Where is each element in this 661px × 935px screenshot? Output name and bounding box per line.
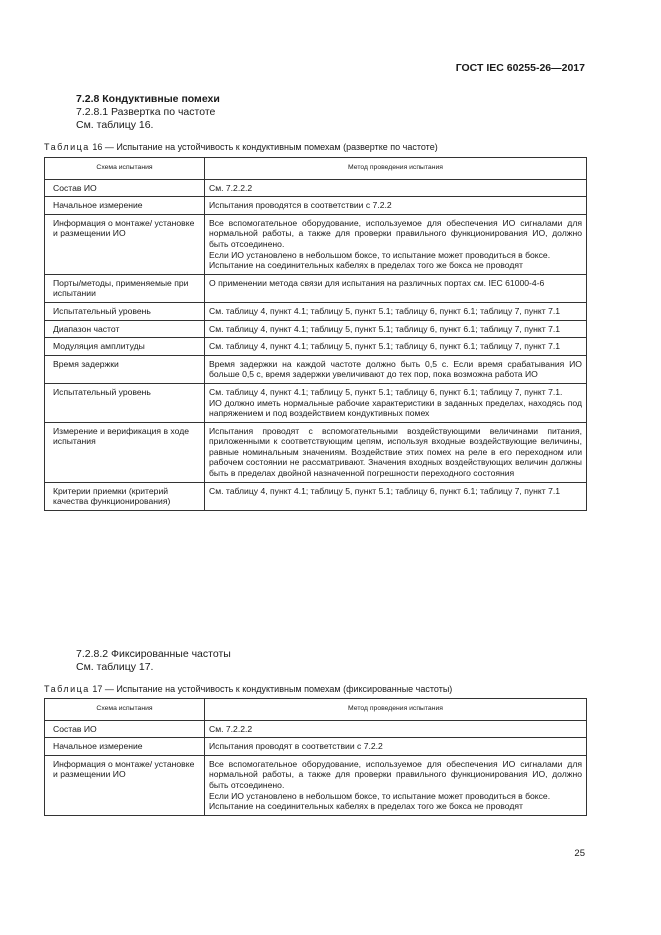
table17-body	[45, 720, 587, 815]
method-paragraph: ИО должно иметь нормальные рабочие характеристики в заданных пределах, находясь под напряжением и под воздействием кондуктивных помех	[209, 397, 582, 419]
scheme-cell: Состав ИО	[45, 179, 205, 197]
method-cell	[205, 320, 587, 338]
table-row	[45, 738, 587, 756]
col-header-scheme: Схема испытания	[45, 699, 205, 721]
scheme-cell: Модуляция амплитуды	[45, 338, 205, 356]
method-paragraph: Испытание на соединительных кабелях в пределах того же бокса не проводят	[209, 801, 523, 812]
method-cell	[205, 179, 587, 197]
method-cell	[205, 738, 587, 756]
method-paragraph: О применении метода связи для испытания на различных портах см. IEC 61000-4-6	[209, 277, 545, 288]
method-paragraph: Если ИО установлено в небольшом боксе, то испытание может проводиться в боксе.	[209, 249, 551, 260]
document-header: ГОСТ IEC 60255-26—2017	[455, 62, 585, 74]
method-paragraph: См. таблицу 4, пункт 4.1; таблицу 5, пункт 5.1; таблицу 6, пункт 6.1; таблицу 7, пункт 7.1	[209, 485, 561, 496]
caption-word: Таблица	[44, 684, 90, 694]
table-reference: См. таблицу 16.	[76, 119, 154, 131]
method-paragraph: Испытания проводят с вспомогательными воздействующими величинами питания, приложенными к соответствующим цепям, используя входные воздействующие величины, равные номинальным значениям. Воздействие этих помех на реле в его переходном или рабочем состоянии не рассматривают. Значения входных воздействующих величин должны быть в пределах двойной назначенной погрешности переходного состояния	[209, 425, 582, 479]
table-row	[45, 383, 587, 422]
table-row	[45, 755, 587, 815]
table-row	[45, 320, 587, 338]
method-paragraph: Время задержки на каждой частоте должно быть 0,5 с. Если время срабатывания ИО больше 0,5 с, время задержки увеличивают до тех пор, пока возможна работа ИО	[209, 358, 582, 380]
method-paragraph: Если ИО установлено в небольшом боксе, то испытание может проводиться в боксе.	[209, 790, 551, 801]
method-paragraph: Испытание на соединительных кабелях в пределах того же бокса не проводят	[209, 260, 523, 271]
method-cell	[205, 302, 587, 320]
table-reference: См. таблицу 17.	[76, 661, 154, 673]
caption-text: 17 — Испытание на устойчивость к кондуктивным помехам (фиксированные частоты)	[92, 684, 453, 694]
table16-caption	[44, 142, 438, 152]
table-row	[45, 179, 587, 197]
scheme-cell: Состав ИО	[45, 720, 205, 738]
scheme-cell: Критерии приемки (критерий качества функционирования)	[45, 482, 205, 510]
scheme-cell: Время задержки	[45, 355, 205, 383]
method-paragraph: Все вспомогательное оборудование, используемое для обеспечения ИО сигналами для нормальной работы, а также для проверки правильного функционирования ИО, должно быть отсоединено.	[209, 758, 582, 790]
method-cell	[205, 214, 587, 274]
col-header-method: Метод проведения испытания	[205, 699, 587, 721]
scheme-cell: Начальное измерение	[45, 738, 205, 756]
section-7-2-8-2	[76, 648, 231, 674]
caption-word: Таблица	[44, 142, 90, 152]
method-paragraph: Испытания проводят в соответствии с 7.2.2	[209, 741, 383, 752]
scheme-cell: Диапазон частот	[45, 320, 205, 338]
page-number: 25	[574, 848, 585, 859]
col-header-scheme: Схема испытания	[45, 158, 205, 180]
table-row	[45, 214, 587, 274]
table-row	[45, 338, 587, 356]
method-cell	[205, 720, 587, 738]
scheme-cell: Информация о монтаже/ установке и размещении ИО	[45, 755, 205, 815]
caption-text: 16 — Испытание на устойчивость к кондуктивным помехам (развертке по частоте)	[92, 142, 438, 152]
table-row	[45, 720, 587, 738]
subsection-title: 7.2.8.2 Фиксированные частоты	[76, 648, 231, 660]
scheme-cell: Порты/методы, применяемые при испытании	[45, 274, 205, 302]
col-header-method: Метод проведения испытания	[205, 158, 587, 180]
table-row	[45, 422, 587, 482]
method-paragraph: См. таблицу 4, пункт 4.1; таблицу 5, пункт 5.1; таблицу 6, пункт 6.1; таблицу 7, пункт 7.1.	[209, 386, 563, 397]
table-row	[45, 274, 587, 302]
table-17	[44, 698, 587, 816]
method-paragraph: См. 7.2.2.2	[209, 723, 253, 734]
scheme-cell: Испытательный уровень	[45, 383, 205, 422]
method-paragraph: См. 7.2.2.2	[209, 182, 253, 193]
scheme-cell: Испытательный уровень	[45, 302, 205, 320]
method-cell	[205, 338, 587, 356]
scheme-cell: Информация о монтаже/ установке и размещении ИО	[45, 214, 205, 274]
method-paragraph: См. таблицу 4, пункт 4.1; таблицу 5, пункт 5.1; таблицу 6, пункт 6.1; таблицу 7, пункт 7.1	[209, 305, 561, 316]
method-paragraph: Испытания проводятся в соответствии с 7.2.2	[209, 200, 392, 211]
section-title: 7.2.8 Кондуктивные помехи	[76, 93, 220, 105]
table-row	[45, 482, 587, 510]
scheme-cell: Измерение и верификация в ходе испытания	[45, 422, 205, 482]
subsection-title: 7.2.8.1 Развертка по частоте	[76, 106, 216, 118]
method-cell	[205, 755, 587, 815]
scheme-cell: Начальное измерение	[45, 197, 205, 215]
method-paragraph: См. таблицу 4, пункт 4.1; таблицу 5, пункт 5.1; таблицу 6, пункт 6.1; таблицу 7, пункт 7.1	[209, 341, 561, 352]
method-cell	[205, 482, 587, 510]
table-row	[45, 355, 587, 383]
table-row	[45, 197, 587, 215]
method-cell	[205, 383, 587, 422]
table17-caption	[44, 684, 452, 694]
method-paragraph: См. таблицу 4, пункт 4.1; таблицу 5, пункт 5.1; таблицу 6, пункт 6.1; таблицу 7, пункт 7.1	[209, 323, 561, 334]
method-cell	[205, 355, 587, 383]
table-16	[44, 157, 587, 511]
table-row	[45, 302, 587, 320]
method-cell	[205, 422, 587, 482]
section-7-2-8	[76, 93, 220, 132]
method-paragraph: Все вспомогательное оборудование, используемое для обеспечения ИО сигналами для нормальной работы, а также для проверки правильного функционирования ИО, должно быть отсоединено.	[209, 217, 582, 249]
method-cell	[205, 197, 587, 215]
table16-body	[45, 179, 587, 510]
method-cell	[205, 274, 587, 302]
